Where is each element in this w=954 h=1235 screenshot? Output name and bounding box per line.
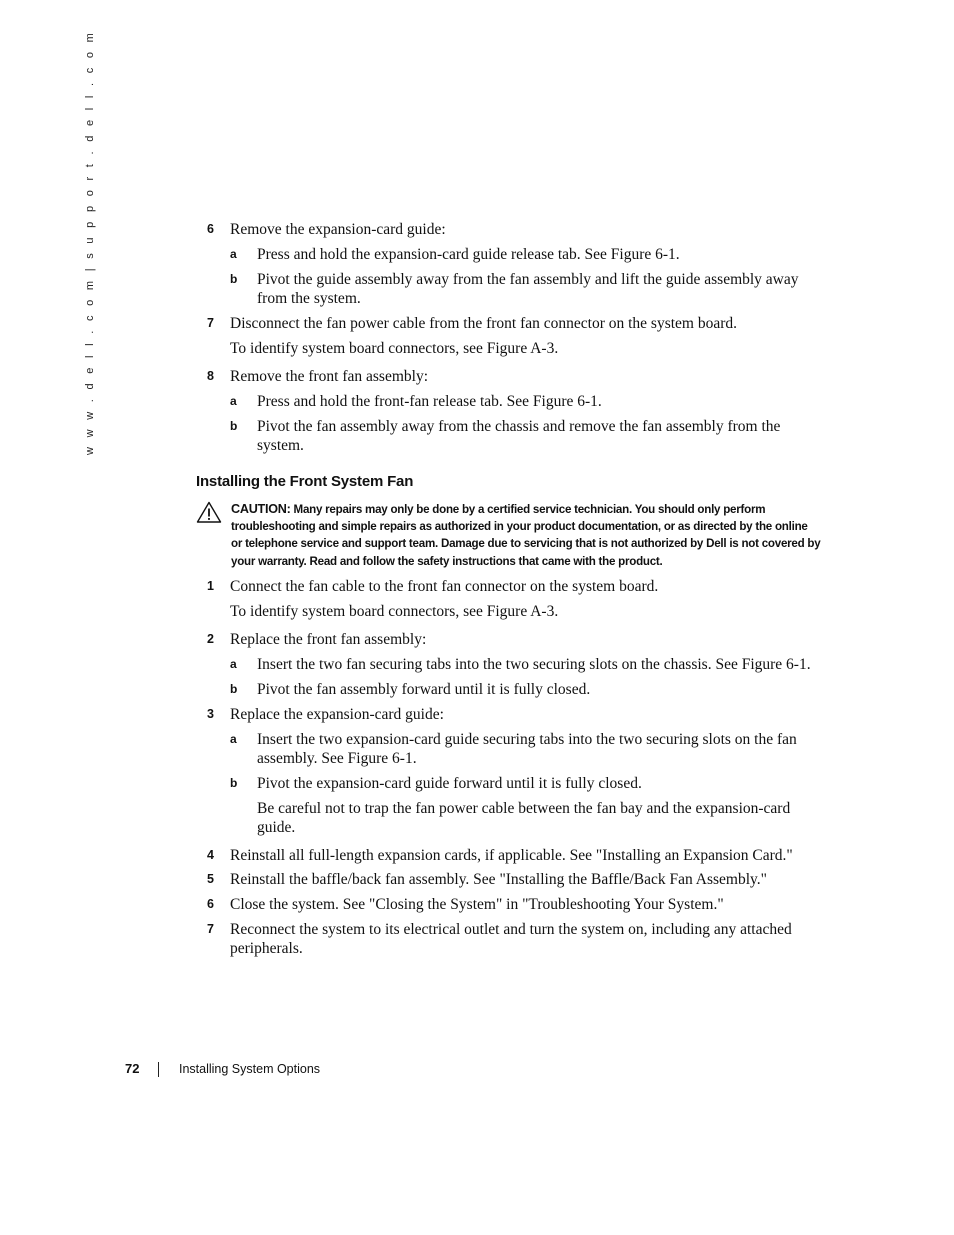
substep-letter: a xyxy=(230,732,237,746)
step-number: 7 xyxy=(207,922,214,936)
step-number: 6 xyxy=(207,897,214,911)
step-text: Remove the front fan assembly: xyxy=(230,368,429,385)
step-number: 4 xyxy=(207,848,214,862)
caution-notice xyxy=(231,501,821,570)
step-note: To identify system board connectors, see Figure A-3. xyxy=(230,603,559,620)
substep-letter: a xyxy=(230,394,237,408)
caution-text: Many repairs may only be done by a certified service technician. You should only perform troubleshooting and simple repairs as authorized in your product documentation, or as directed by the online or telephone service and support team. Damage due to servicing that is not authorized by Dell is not covered by your warranty. Read and follow the safety instructions that came with the product. xyxy=(231,503,821,568)
step-number: 5 xyxy=(207,872,214,886)
section-heading: Installing the Front System Fan xyxy=(196,473,414,490)
substep-text-cont: from the system. xyxy=(257,290,361,307)
caution-icon xyxy=(196,501,222,523)
substep-text: Press and hold the expansion-card guide release tab. See Figure 6-1. xyxy=(257,246,680,263)
substep-letter: b xyxy=(230,419,238,433)
step-text: Reinstall the baffle/back fan assembly. See "Installing the Baffle/Back Fan Assembly." xyxy=(230,871,767,888)
substep-text: Insert the two fan securing tabs into the two securing slots on the chassis. See Figure 6-1. xyxy=(257,656,811,673)
substep-text-cont: assembly. See Figure 6-1. xyxy=(257,750,417,767)
step-text-cont: peripherals. xyxy=(230,940,303,957)
step-number: 6 xyxy=(207,222,214,236)
step-number: 8 xyxy=(207,369,214,383)
substep-letter: b xyxy=(230,272,238,286)
step-number: 3 xyxy=(207,707,214,721)
substep-letter: a xyxy=(230,247,237,261)
step-text: Remove the expansion-card guide: xyxy=(230,221,446,238)
caution-label: CAUTION: xyxy=(231,502,291,516)
step-text: Replace the front fan assembly: xyxy=(230,631,427,648)
substep-letter: a xyxy=(230,657,237,671)
substep-text: Press and hold the front-fan release tab. See Figure 6-1. xyxy=(257,393,602,410)
substep-text: Pivot the guide assembly away from the fan assembly and lift the guide assembly away xyxy=(257,271,799,288)
step-number: 7 xyxy=(207,316,214,330)
step-text: Reconnect the system to its electrical outlet and turn the system on, including any attached xyxy=(230,921,792,938)
substep-letter: b xyxy=(230,682,238,696)
step-text: Reinstall all full-length expansion cards, if applicable. See "Installing an Expansion Card." xyxy=(230,847,793,864)
footer-divider xyxy=(158,1062,159,1077)
substep-note: Be careful not to trap the fan power cable between the fan bay and the expansion-card xyxy=(257,800,791,817)
step-text: Replace the expansion-card guide: xyxy=(230,706,444,723)
substep-text: Pivot the fan assembly forward until it is fully closed. xyxy=(257,681,591,698)
substep-text: Insert the two expansion-card guide securing tabs into the two securing slots on the fan xyxy=(257,731,797,748)
substep-note-cont: guide. xyxy=(257,819,296,836)
page-number: 72 xyxy=(125,1061,140,1076)
step-number: 2 xyxy=(207,632,214,646)
substep-letter: b xyxy=(230,776,238,790)
substep-text: Pivot the fan assembly away from the chassis and remove the fan assembly from the xyxy=(257,418,781,435)
step-number: 1 xyxy=(207,579,214,593)
side-url: w w w . d e l l . c o m | s u p p o r t . d e l l . c o m xyxy=(84,29,96,455)
step-text: Close the system. See "Closing the System" in "Troubleshooting Your System." xyxy=(230,896,724,913)
substep-text-cont: system. xyxy=(257,437,304,454)
substep-text: Pivot the expansion-card guide forward until it is fully closed. xyxy=(257,775,642,792)
step-note: To identify system board connectors, see Figure A-3. xyxy=(230,340,559,357)
step-text: Disconnect the fan power cable from the front fan connector on the system board. xyxy=(230,315,738,332)
step-text: Connect the fan cable to the front fan connector on the system board. xyxy=(230,578,659,595)
footer-section-title: Installing System Options xyxy=(179,1062,321,1076)
